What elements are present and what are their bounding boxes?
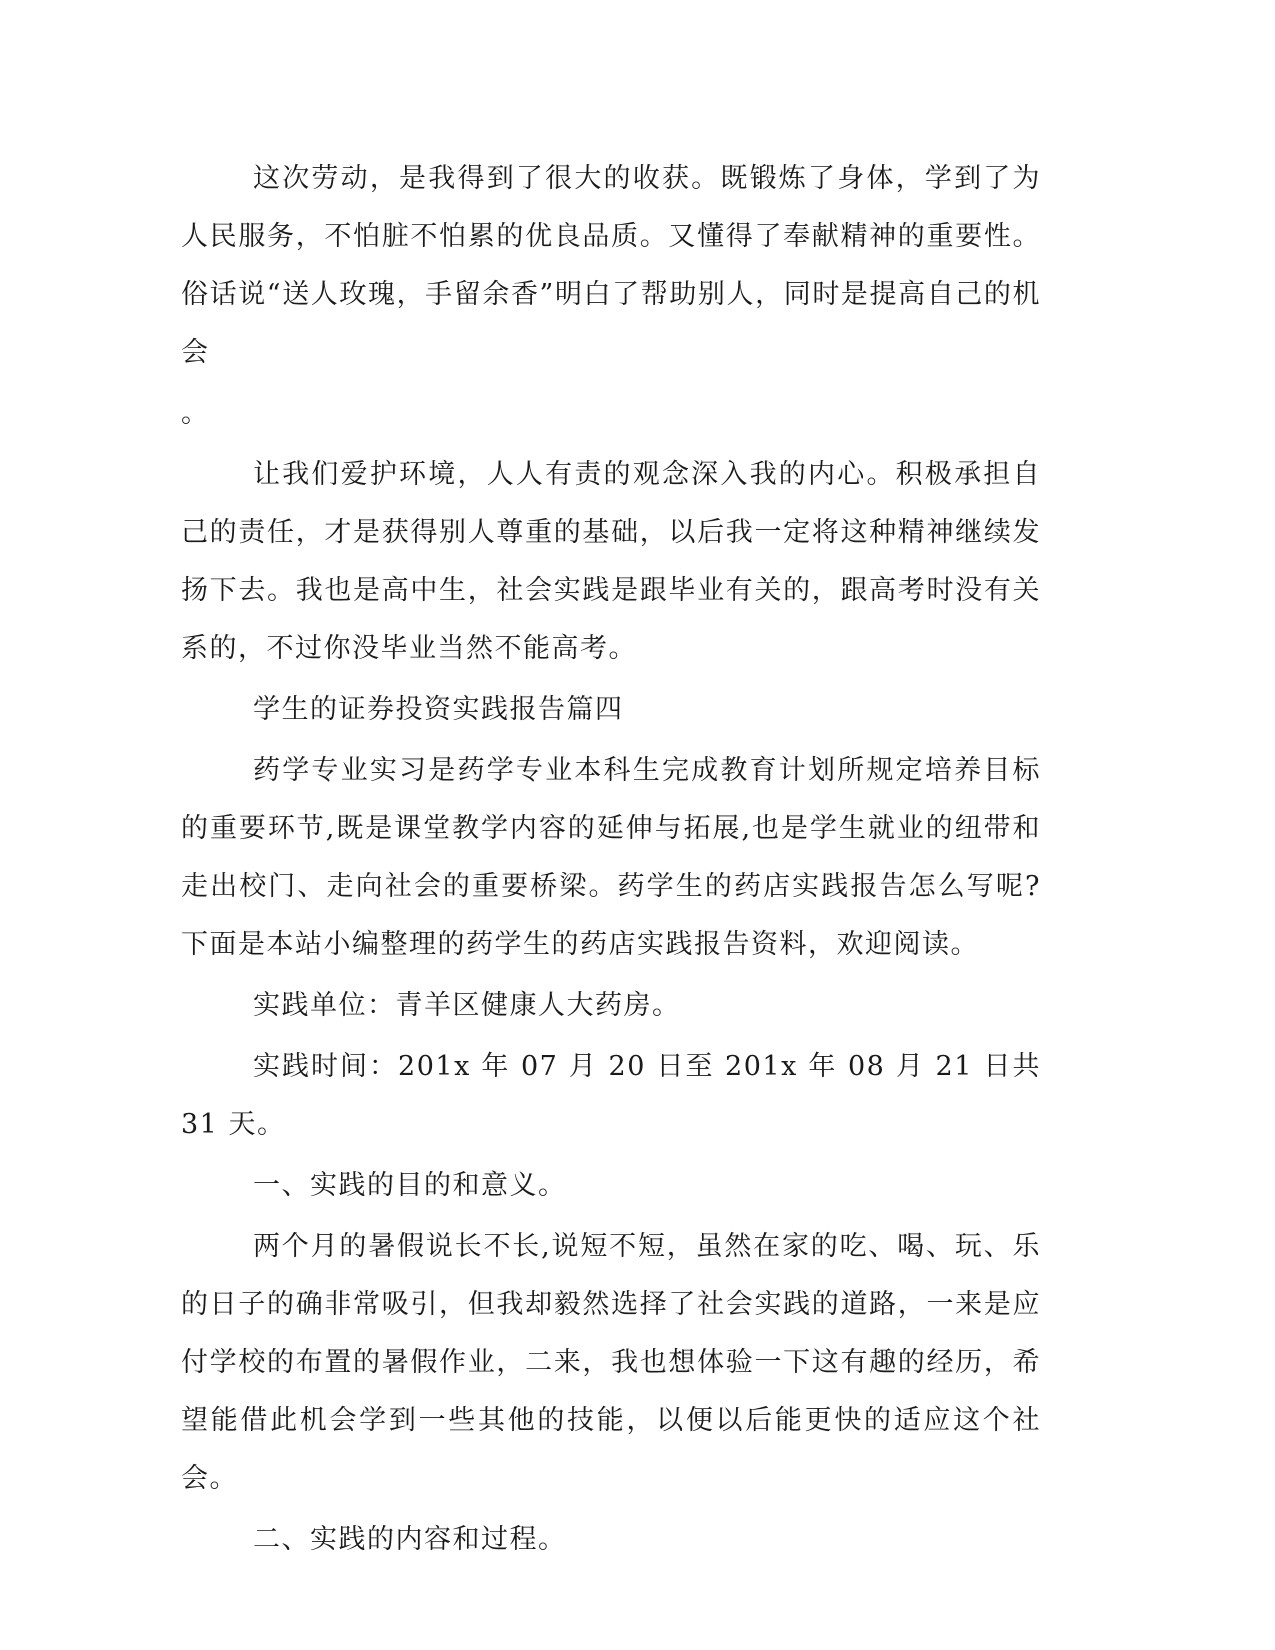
paragraph-practice-unit: 实践单位：青羊区健康人大药房。: [253, 990, 681, 1021]
paragraph-period-mark: 。: [181, 398, 210, 429]
section-heading-part-four: 学生的证券投资实践报告篇四: [253, 694, 624, 725]
paragraph-practice-time: 实践时间：201x 年 07 月 20 日至 201x 年 08 月 21 日共 31 天。: [181, 1051, 1041, 1140]
paragraph-protect-environment: 让我们爱护环境，人人有责的观念深入我的内心。积极承担自己的责任，才是获得别人尊重的基础，以后我一定将这种精神继续发扬下去。我也是高中生，社会实践是跟毕业有关的，跟高考时没有关系的，不过你没毕业当然不能高考。: [181, 459, 1041, 664]
paragraph-labor-harvest: 这次劳动，是我得到了很大的收获。既锻炼了身体，学到了为人民服务，不怕脏不怕累的优良品质。又懂得了奉献精神的重要性。俗话说“送人玫瑰，手留余香”明白了帮助别人，同时是提高自己的机会: [181, 163, 1041, 368]
heading-purpose-meaning: 一、实践的目的和意义。: [253, 1170, 567, 1201]
heading-content-process: 二、实践的内容和过程。: [253, 1524, 567, 1555]
document-body: [181, 150, 1041, 1572]
paragraph-summer-vacation: 两个月的暑假说长不长,说短不短，虽然在家的吃、喝、玩、乐的日子的确非常吸引，但我却毅然选择了社会实践的道路，一来是应付学校的布置的暑假作业，二来，我也想体验一下这有趣的经历，希望能借此机会学到一些其他的技能，以便以后能更快的适应这个社会。: [181, 1231, 1041, 1494]
paragraph-pharmacy-internship: 药学专业实习是药学专业本科生完成教育计划所规定培养目标的重要环节,既是课堂教学内容的延伸与拓展,也是学生就业的纽带和走出校门、走向社会的重要桥梁。药学生的药店实践报告怎么写呢?下面是本站小编整理的药学生的药店实践报告资料，欢迎阅读。: [181, 755, 1041, 960]
